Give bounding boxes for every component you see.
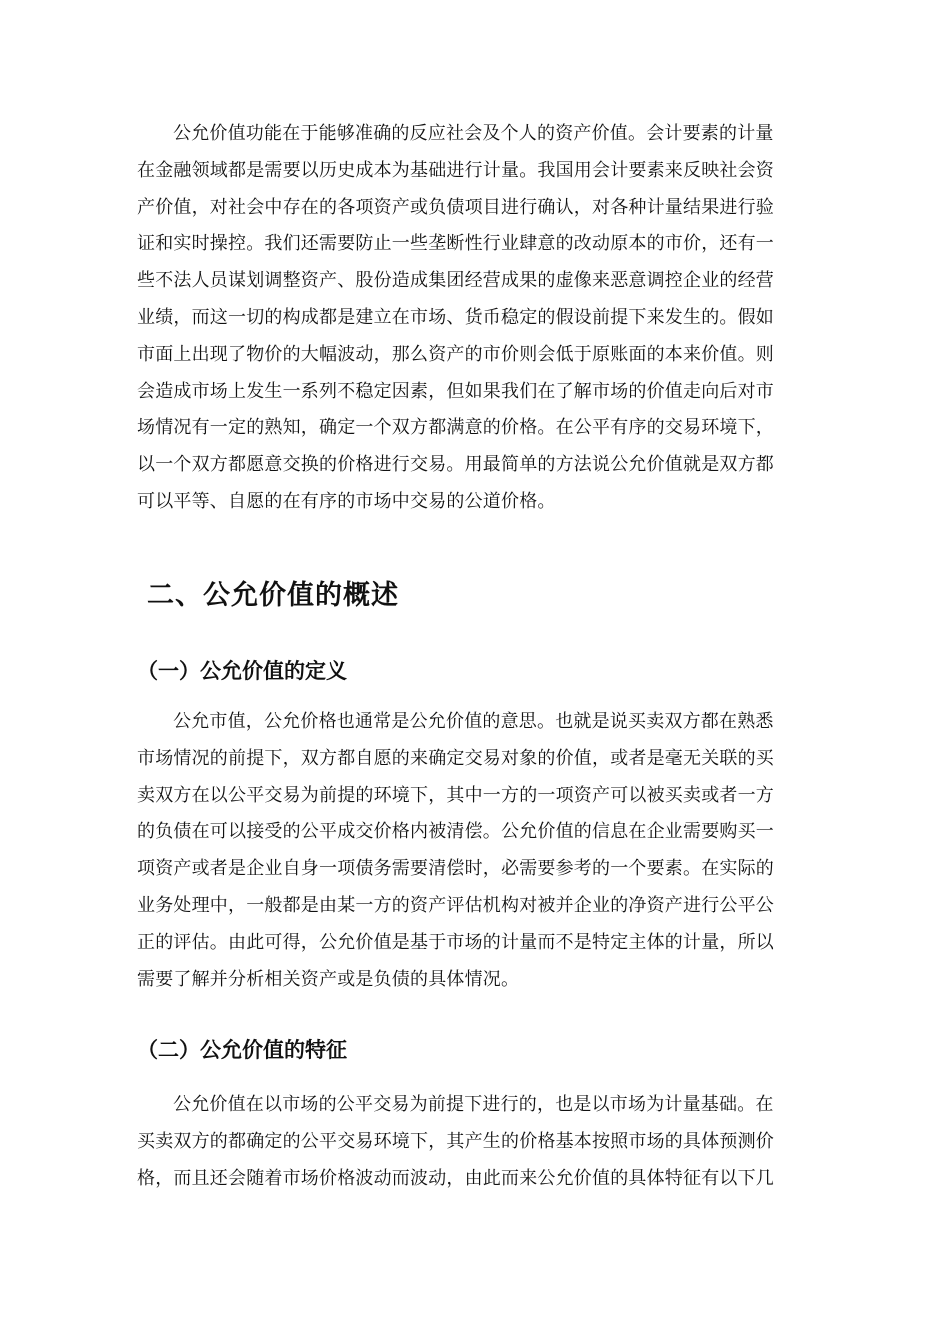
paragraph-line: 买卖双方的都确定的公平交易环境下，其产生的价格基本按照市场的具体预测价 bbox=[137, 1130, 774, 1152]
paragraph-line: 业务处理中，一般都是由某一方的资产评估机构对被并企业的净资产进行公平公 bbox=[137, 894, 774, 916]
definition-paragraph bbox=[137, 704, 817, 998]
paragraph-line: 业绩，而这一切的构成都是建立在市场、货币稳定的假设前提下来发生的。假如 bbox=[137, 306, 774, 328]
paragraph-line: 会造成市场上发生一系列不稳定因素，但如果我们在了解市场的价值走向后对市 bbox=[137, 380, 774, 402]
paragraph-line: 些不法人员谋划调整资产、股份造成集团经营成果的虚像来恶意调控企业的经营 bbox=[137, 270, 774, 292]
paragraph-line: 卖双方在以公平交易为前提的环境下，其中一方的一项资产可以被买卖或者一方 bbox=[137, 784, 774, 806]
paragraph-line: 项资产或者是企业自身一项债务需要清偿时，必需要参考的一个要素。在实际的 bbox=[137, 858, 774, 880]
subsection-heading-definition: （一）公允价值的定义 bbox=[137, 659, 347, 683]
paragraph-line: 场情况有一定的熟知，确定一个双方都满意的价格。在公平有序的交易环境下， bbox=[137, 417, 774, 439]
paragraph-line: 公允价值功能在于能够准确的反应社会及个人的资产价值。会计要素的计量 bbox=[173, 123, 774, 144]
paragraph-line: 可以平等、自愿的在有序的市场中交易的公道价格。 bbox=[137, 490, 556, 512]
paragraph-line: 正的评估。由此可得，公允价值是基于市场的计量而不是特定主体的计量，所以 bbox=[137, 931, 774, 953]
section-heading: 二、公允价值的概述 bbox=[147, 580, 399, 611]
paragraph-line: 市场情况的前提下，双方都自愿的来确定交易对象的价值，或者是毫无关联的买 bbox=[137, 747, 774, 769]
subsection-heading-features: （二）公允价值的特征 bbox=[137, 1038, 347, 1062]
paragraph-line: 格，而且还会随着市场价格波动而波动，由此而来公允价值的具体特征有以下几 bbox=[137, 1167, 774, 1189]
paragraph-line: 的负债在可以接受的公平成交价格内被清偿。公允价值的信息在企业需要购买一 bbox=[137, 821, 774, 843]
paragraph-line: 市面上出现了物价的大幅波动，那么资产的市价则会低于原账面的本来价值。则 bbox=[137, 343, 774, 365]
paragraph-line: 公允市值，公允价格也通常是公允价值的意思。也就是说买卖双方都在熟悉 bbox=[173, 711, 774, 732]
paragraph-line: 公允价值在以市场的公平交易为前提下进行的，也是以市场为计量基础。在 bbox=[173, 1094, 774, 1115]
paragraph-line: 证和实时操控。我们还需要防止一些垄断性行业肆意的改动原本的市价，还有一 bbox=[137, 233, 774, 255]
intro-paragraph bbox=[137, 116, 817, 521]
paragraph-line: 以一个双方都愿意交换的价格进行交易。用最简单的方法说公允价值就是双方都 bbox=[137, 454, 774, 476]
paragraph-line: 需要了解并分析相关资产或是负债的具体情况。 bbox=[137, 968, 520, 990]
features-paragraph bbox=[137, 1087, 817, 1197]
paragraph-line: 在金融领域都是需要以历史成本为基础进行计量。我国用会计要素来反映社会资 bbox=[137, 159, 774, 181]
paragraph-line: 产价值，对社会中存在的各项资产或负债项目进行确认，对各种计量结果进行验 bbox=[137, 196, 774, 218]
